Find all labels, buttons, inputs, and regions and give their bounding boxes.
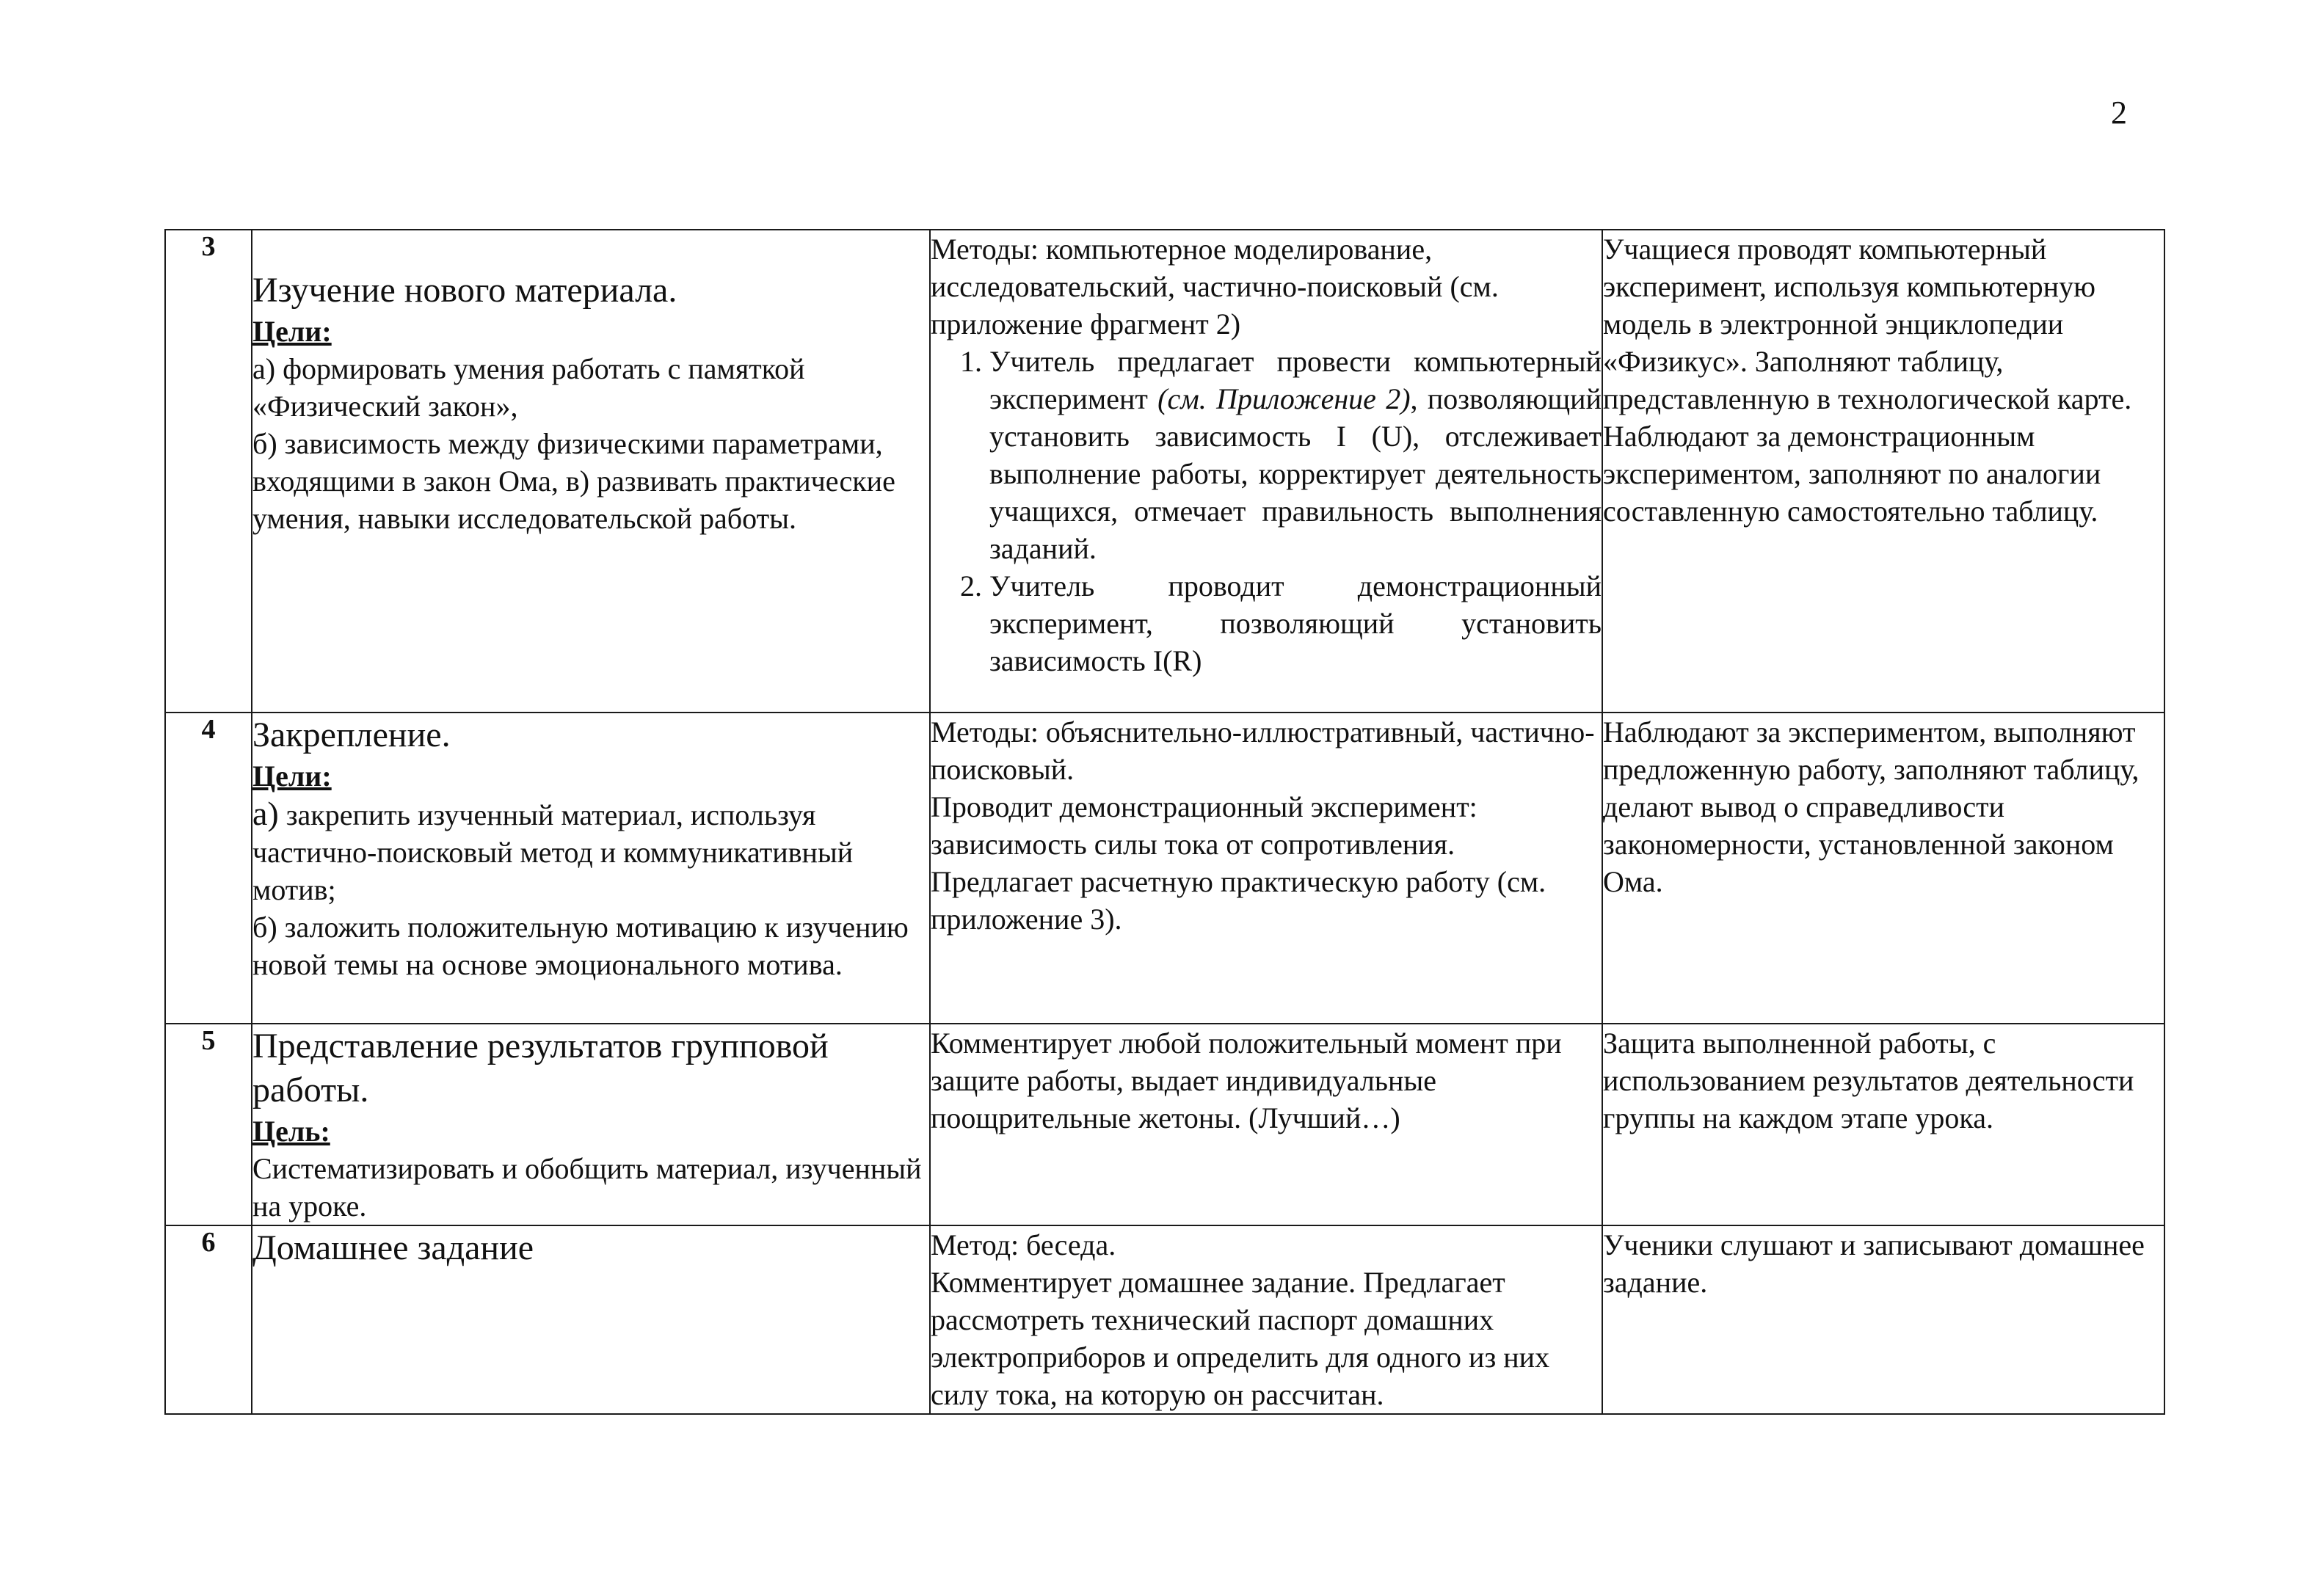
methods-text: Методы: объяснительно-иллюстративный, частично-поисковый. xyxy=(931,715,1595,786)
stage-topic: Представление результатов групповой работы. xyxy=(252,1027,829,1109)
stage-goals-cell xyxy=(252,1225,930,1414)
methods-text: Методы: компьютерное моделирование, исследовательский, частично-поисковый (см. приложение фрагмент 2) xyxy=(931,233,1499,340)
goal-letter: а) xyxy=(252,795,279,832)
step-reference: (см. Приложение 2) xyxy=(1157,382,1411,415)
stage-number: 4 xyxy=(165,713,252,1024)
goal-item xyxy=(252,795,929,908)
teacher-text: Проводит демонстрационный эксперимент: зависимость силы тока от сопротивления. xyxy=(931,790,1477,861)
table-row xyxy=(165,713,2164,1024)
stage-topic: Домашнее задание xyxy=(252,1228,534,1267)
student-activity-cell xyxy=(1602,230,2164,713)
student-activity-cell xyxy=(1602,713,2164,1024)
page-number: 2 xyxy=(2111,95,2127,131)
teacher-text: Комментирует любой положительный момент при защите работы, выдает индивидуальные поощрительные жетоны. (Лучший…) xyxy=(931,1027,1562,1134)
teacher-activity-cell xyxy=(930,1024,1602,1225)
stage-number: 3 xyxy=(165,230,252,713)
student-activity-cell xyxy=(1602,1225,2164,1414)
stage-goals-cell xyxy=(252,713,930,1024)
step-text: , позволяющий установить зависимость I (U), отслеживает выполнение работы, корректирует деятельность учащихся, отмечает правильность выполнения заданий. xyxy=(989,382,1602,565)
lesson-table xyxy=(164,229,2165,1415)
student-text: Ученики слушают и записывают домашнее задание. xyxy=(1603,1228,2145,1299)
goal-item: Систематизировать и обобщить материал, изученный на уроке. xyxy=(252,1152,922,1222)
student-text: Наблюдают за экспериментом, выполняют предложенную работу, заполняют таблицу, делают вывод о справедливости закономерности, установленной законом Ома. xyxy=(1603,715,2140,898)
student-text: Защита выполненной работы, с использованием результатов деятельности группы на каждом этапе урока. xyxy=(1603,1027,2134,1134)
student-text: Учащиеся проводят компьютерный эксперимент, используя компьютерную модель в электронной энциклопедии «Физикус». Заполняют таблицу, представленную в технологической карте. xyxy=(1603,233,2132,415)
list-item xyxy=(989,343,1602,567)
goal-item: б) зависимость между физическими параметрами, входящими в закон Ома, в) развивать практические умения, навыки исследовательской работы. xyxy=(252,427,895,535)
step-text: Учитель предлагает провести компьютерный эксперимент xyxy=(989,345,1602,415)
list-item: 2. Учитель проводит демонстрационный эксперимент, позволяющий установить зависимость I(R) xyxy=(989,567,1602,679)
goals-label: Цель: xyxy=(252,1115,330,1148)
student-text: Наблюдают за демонстрационным экспериментом, заполняют по аналогии составленную самостоятельно таблицу. xyxy=(1603,420,2101,528)
student-activity-cell xyxy=(1602,1024,2164,1225)
goal-text: закрепить изученный материал, используя частично-поисковый метод и коммуникативный мотив; xyxy=(252,798,854,906)
table-row xyxy=(165,230,2164,713)
stage-topic: Изучение нового материала. xyxy=(252,271,677,310)
goal-item: а) формировать умения работать с памяткой «Физический закон», xyxy=(252,352,805,423)
table-row xyxy=(165,1024,2164,1225)
stage-topic: Закрепление. xyxy=(252,715,451,754)
teacher-activity-cell xyxy=(930,1225,1602,1414)
goals-label: Цели: xyxy=(252,315,332,348)
stage-goals-cell xyxy=(252,1024,930,1225)
table-row xyxy=(165,1225,2164,1414)
teacher-text: Предлагает расчетную практическую работу (см. приложение 3). xyxy=(931,865,1546,936)
teacher-text: Комментирует домашнее задание. Предлагает рассмотреть технический паспорт домашних электроприборов и определить для одного из них силу тока, на которую он рассчитан. xyxy=(931,1266,1550,1411)
teacher-activity-cell xyxy=(930,230,1602,713)
steps-list xyxy=(931,343,1602,679)
stage-goals-cell xyxy=(252,230,930,713)
goals-label: Цели: xyxy=(252,759,332,792)
goal-item: б) заложить положительную мотивацию к изучению новой темы на основе эмоционального мотива. xyxy=(252,911,909,981)
stage-number: 5 xyxy=(165,1024,252,1225)
teacher-activity-cell xyxy=(930,713,1602,1024)
stage-number: 6 xyxy=(165,1225,252,1414)
methods-text: Метод: беседа. xyxy=(931,1228,1116,1261)
